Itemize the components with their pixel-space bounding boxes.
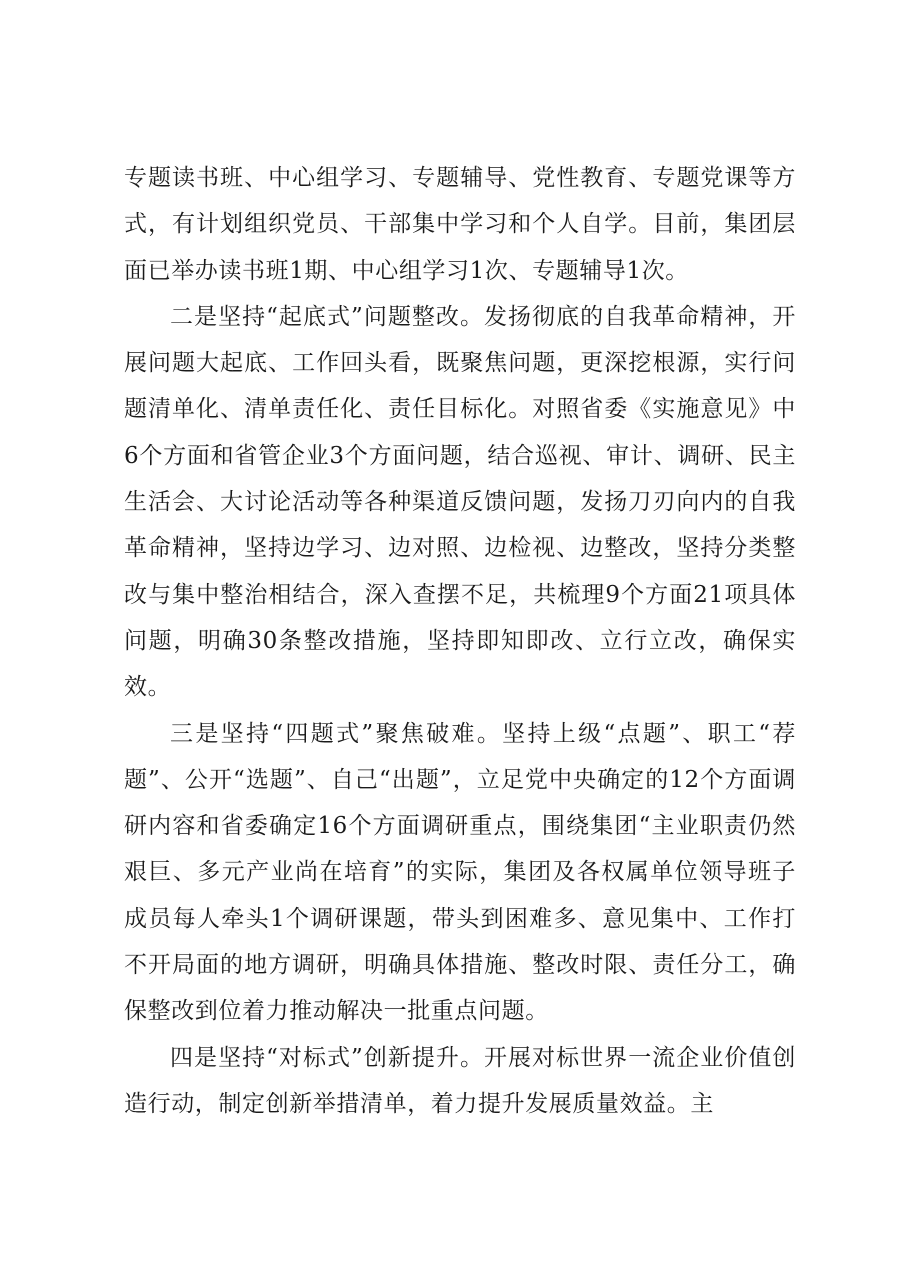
- document-body: [124, 155, 796, 1127]
- paragraph-3: 三是坚持“四题式”聚焦破难。坚持上级“点题”、职工“荐题”、公开“选题”、自己“出题”，立足党中央确定的12个方面调研内容和省委确定16个方面调研重点，围绕集团“主业职责仍然艰巨、多元产业尚在培育”的实际，集团及各权属单位领导班子成员每人牵头1个调研课题，带头到困难多、意见集中、工作打不开局面的地方调研，明确具体措施、整改时限、责任分工，确保整改到位着力推动解决一批重点问题。: [124, 720, 796, 1025]
- paragraph-2: 二是坚持“起底式”问题整改。发扬彻底的自我革命精神，开展问题大起底、工作回头看，既聚焦问题，更深挖根源，实行问题清单化、清单责任化、责任目标化。对照省委《实施意见》中6个方面和省管企业3个方面问题，结合巡视、审计、调研、民主生活会、大讨论活动等各种渠道反馈问题，发扬刀刃向内的自我革命精神，坚持边学习、边对照、边检视、边整改，坚持分类整改与集中整治相结合，深入查摆不足，共梳理9个方面21项具体问题，明确30条整改措施，坚持即知即改、立行立改，确保实效。: [124, 303, 796, 701]
- paragraph-4: 四是坚持“对标式”创新提升。开展对标世界一流企业价值创造行动，制定创新举措清单，着力提升发展质量效益。主: [124, 1044, 796, 1117]
- paragraph-1: 专题读书班、中心组学习、专题辅导、党性教育、专题党课等方式，有计划组织党员、干部集中学习和个人自学。目前，集团层面已举办读书班1期、中心组学习1次、专题辅导1次。: [124, 165, 796, 284]
